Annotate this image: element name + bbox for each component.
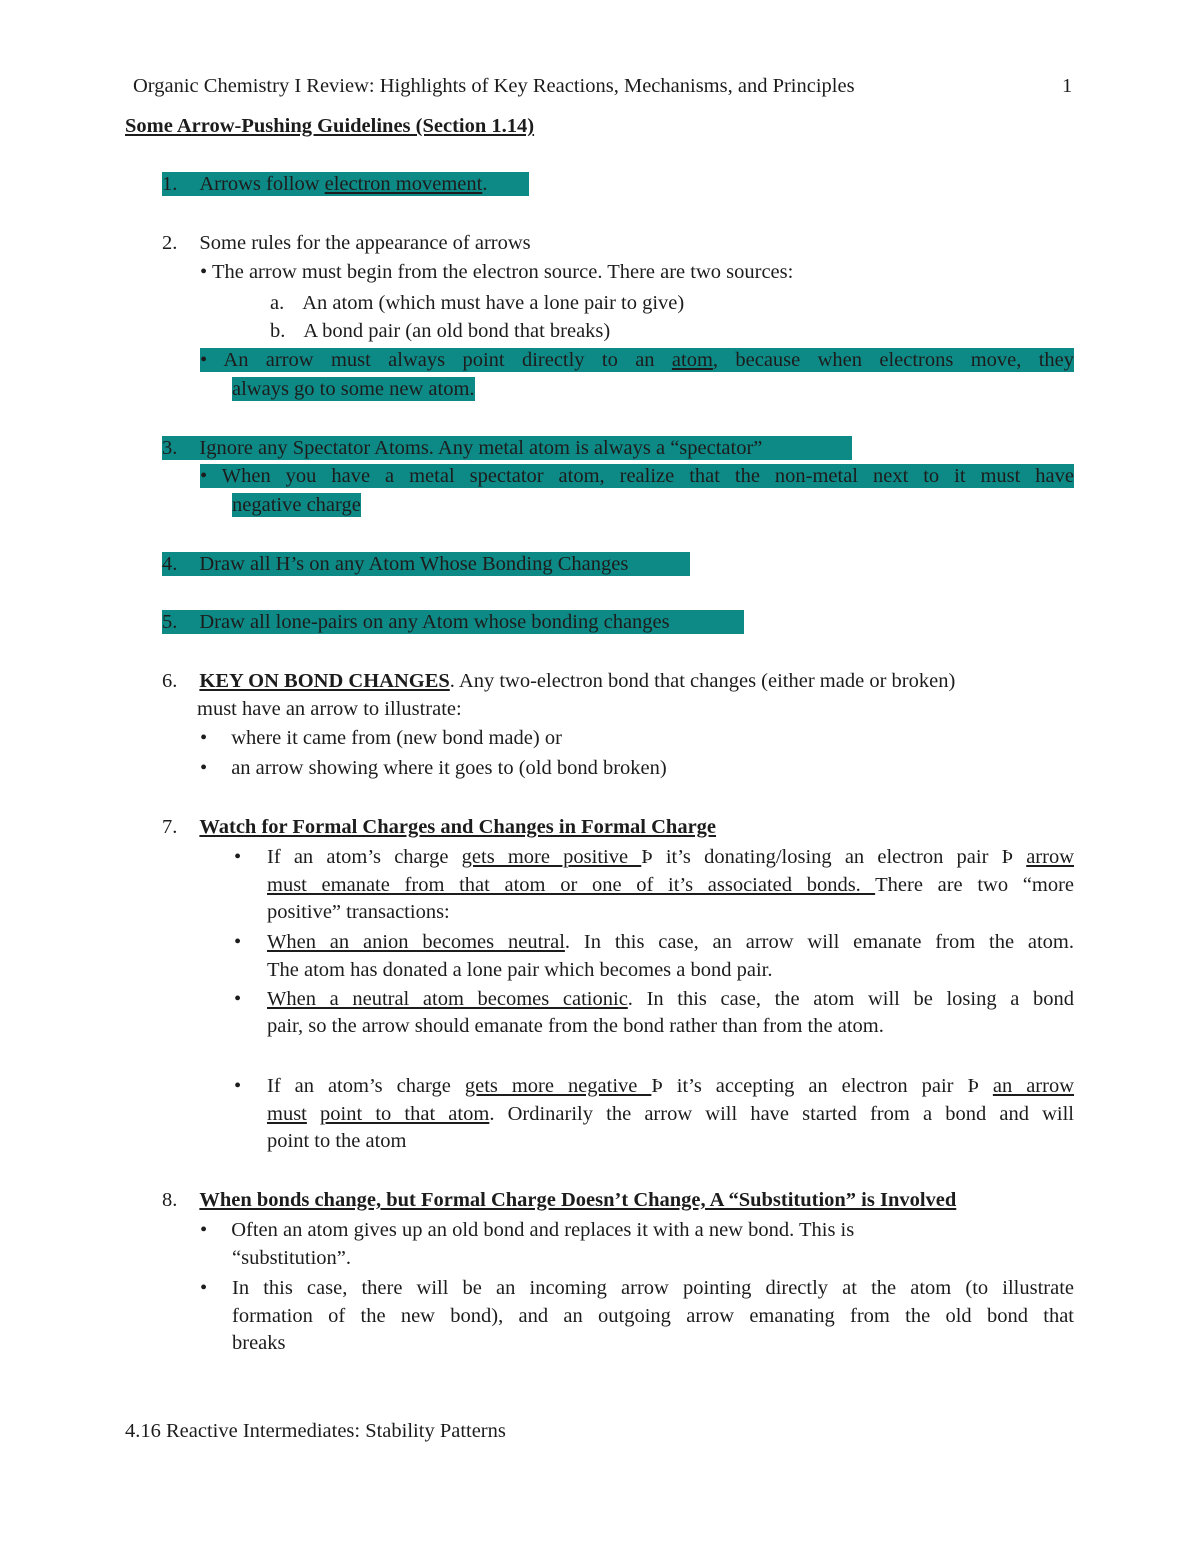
rule-7-p2-line-1 <box>267 930 1074 954</box>
text-underlined: an arrow <box>992 1075 1075 1097</box>
rule-8-bullet-2-line-2 <box>232 1304 1074 1328</box>
bullet-text: formation of the new bond), and an outgoing arrow emanating from the old bond that <box>232 1305 1074 1327</box>
text-underlined: must emanate from that atom or one of it’s associated bonds. <box>267 874 876 896</box>
text-underlined: gets more positive <box>461 846 642 868</box>
bullet-text: Often an atom gives up an old bond and replaces it with a new bond. This is <box>231 1219 855 1241</box>
bullet-icon: • <box>234 988 242 1010</box>
list-marker: a. <box>270 292 285 314</box>
bullet-icon: • <box>234 931 242 953</box>
rule-number: 1. <box>162 173 178 195</box>
rule-7-p1-line-2 <box>267 873 1074 897</box>
text-underlined: point to that atom <box>320 1103 490 1125</box>
rule-text: Draw all lone-pairs on any Atom whose bonding changes <box>199 611 670 633</box>
bullet-text: an arrow showing where it goes to (old bond broken) <box>231 757 667 779</box>
list-marker: b. <box>270 320 286 342</box>
rule-number: 5. <box>162 611 178 633</box>
text <box>307 1103 320 1125</box>
rule-8 <box>162 1188 956 1212</box>
rule-text: Ignore any Spectator Atoms. Any metal atom is always a “spectator” <box>199 437 763 459</box>
rule-7-p3-line-1 <box>267 987 1074 1011</box>
rule-heading: When bonds change, but Formal Charge Doesn’t Change, A “Substitution” is Involved <box>199 1189 957 1211</box>
rule-key-heading: KEY ON BOND CHANGES <box>199 670 450 692</box>
rule-1 <box>162 172 529 196</box>
rule-7-p3-line-2: pair, so the arrow should emanate from the bond rather than from the atom. <box>267 1015 884 1037</box>
rule-7-p1-line-1 <box>267 845 1074 869</box>
bullet-text: An arrow must always point directly to an <box>223 349 672 371</box>
text: If an atom’s charge <box>267 1075 465 1097</box>
bullet-text: The arrow must begin from the electron source. There are two sources: <box>211 261 794 283</box>
bullet-text: When you have a metal spectator atom, realize that the non-metal next to it must have <box>221 465 1074 487</box>
bullet-icon: • <box>234 1075 242 1097</box>
text: There are two “more <box>875 874 1074 896</box>
text: . In this case, an arrow will emanate from the atom. <box>564 931 1075 953</box>
text: . In this case, the atom will be losing a bond <box>627 988 1074 1010</box>
bullet-icon: • <box>200 1277 208 1299</box>
bullet-icon: • <box>200 261 208 283</box>
text-underlined: must <box>267 1103 307 1125</box>
bullet-text-underlined: atom <box>671 349 713 371</box>
rule-heading: Watch for Formal Charges and Changes in Formal Charge <box>199 816 717 838</box>
list-text: A bond pair (an old bond that breaks) <box>303 320 611 342</box>
bullet-icon: • <box>200 1219 208 1241</box>
bullet-text: In this case, there will be an incoming arrow pointing directly at the atom (to illustrate <box>232 1277 1074 1299</box>
rule-2-sub-a <box>270 291 684 315</box>
text-underlined: When a neutral atom becomes cationic <box>267 988 628 1010</box>
list-text: An atom (which must have a lone pair to give) <box>302 292 685 314</box>
rule-2 <box>162 231 531 255</box>
rule-8-bullet-2-line-3: breaks <box>232 1332 286 1354</box>
rule-2-bullet-2-line-1 <box>200 348 1074 372</box>
rule-8-bullet-1-line-1 <box>200 1218 854 1242</box>
rule-8-bullet-1-line-2: “substitution”. <box>232 1247 352 1269</box>
rule-3 <box>162 436 852 460</box>
text: If an atom’s charge <box>267 846 462 868</box>
text: Þ it’s donating/losing an electron pair Þ <box>641 846 1027 868</box>
text-underlined: gets more negative <box>464 1075 652 1097</box>
rule-7-p4-line-1 <box>267 1074 1074 1098</box>
bullet-icon: • <box>200 465 208 487</box>
rule-number: 6. <box>162 670 178 692</box>
text-underlined: arrow <box>1026 846 1075 868</box>
text: . Ordinarily the arrow will have started from a bond and will <box>489 1103 1075 1125</box>
rule-text: . <box>482 173 488 195</box>
page-number: 1 <box>1062 75 1073 97</box>
rule-7-p4-line-2 <box>267 1102 1074 1126</box>
bullet-icon: • <box>234 846 242 868</box>
rule-text-underlined: electron movement <box>324 173 483 195</box>
bullet-icon: • <box>200 349 208 371</box>
rule-6-line-2: must have an arrow to illustrate: <box>197 698 462 720</box>
rule-7-p1-line-3: positive” transactions: <box>267 901 450 923</box>
next-section-heading: 4.16 Reactive Intermediates: Stability Patterns <box>125 1420 506 1442</box>
rule-6 <box>162 669 955 693</box>
rule-number: 4. <box>162 553 178 575</box>
bullet-icon: • <box>200 727 208 749</box>
rule-6-bullet-1 <box>200 726 562 750</box>
rule-text: Draw all H’s on any Atom Whose Bonding Changes <box>199 553 629 575</box>
rule-number: 7. <box>162 816 178 838</box>
rule-2-sub-b <box>270 319 610 343</box>
rule-8-bullet-2-line-1 <box>232 1276 1074 1300</box>
page-header-title: Organic Chemistry I Review: Highlights of Key Reactions, Mechanisms, and Principles <box>133 75 855 97</box>
bullet-text: , because when electrons move, they <box>712 349 1075 371</box>
rule-2-bullet-2-line-2: always go to some new atom. <box>232 378 475 400</box>
rule-3-bullet-line-2: negative charge <box>232 494 361 516</box>
rule-text: Some rules for the appearance of arrows <box>199 232 531 254</box>
rule-3-bullet-line-1 <box>200 464 1074 488</box>
bullet-text: where it came from (new bond made) or <box>231 727 562 749</box>
text-underlined: When an anion becomes neutral <box>267 931 565 953</box>
rule-text: Arrows follow <box>199 173 325 195</box>
rule-7 <box>162 815 716 839</box>
rule-7-p4-line-3: point to the atom <box>267 1130 407 1152</box>
rule-2-bullet-1 <box>200 260 793 284</box>
rule-7-p2-line-2: The atom has donated a lone pair which becomes a bond pair. <box>267 959 773 981</box>
text: Þ it’s accepting an electron pair Þ <box>651 1075 993 1097</box>
rule-number: 3. <box>162 437 178 459</box>
rule-5 <box>162 610 744 634</box>
bullet-icon: • <box>200 757 208 779</box>
rule-number: 8. <box>162 1189 178 1211</box>
rule-4 <box>162 552 690 576</box>
rule-text: . Any two-electron bond that changes (either made or broken) <box>449 670 956 692</box>
section-title: Some Arrow-Pushing Guidelines (Section 1.14) <box>125 115 535 137</box>
rule-number: 2. <box>162 232 178 254</box>
rule-6-bullet-2 <box>200 756 667 780</box>
